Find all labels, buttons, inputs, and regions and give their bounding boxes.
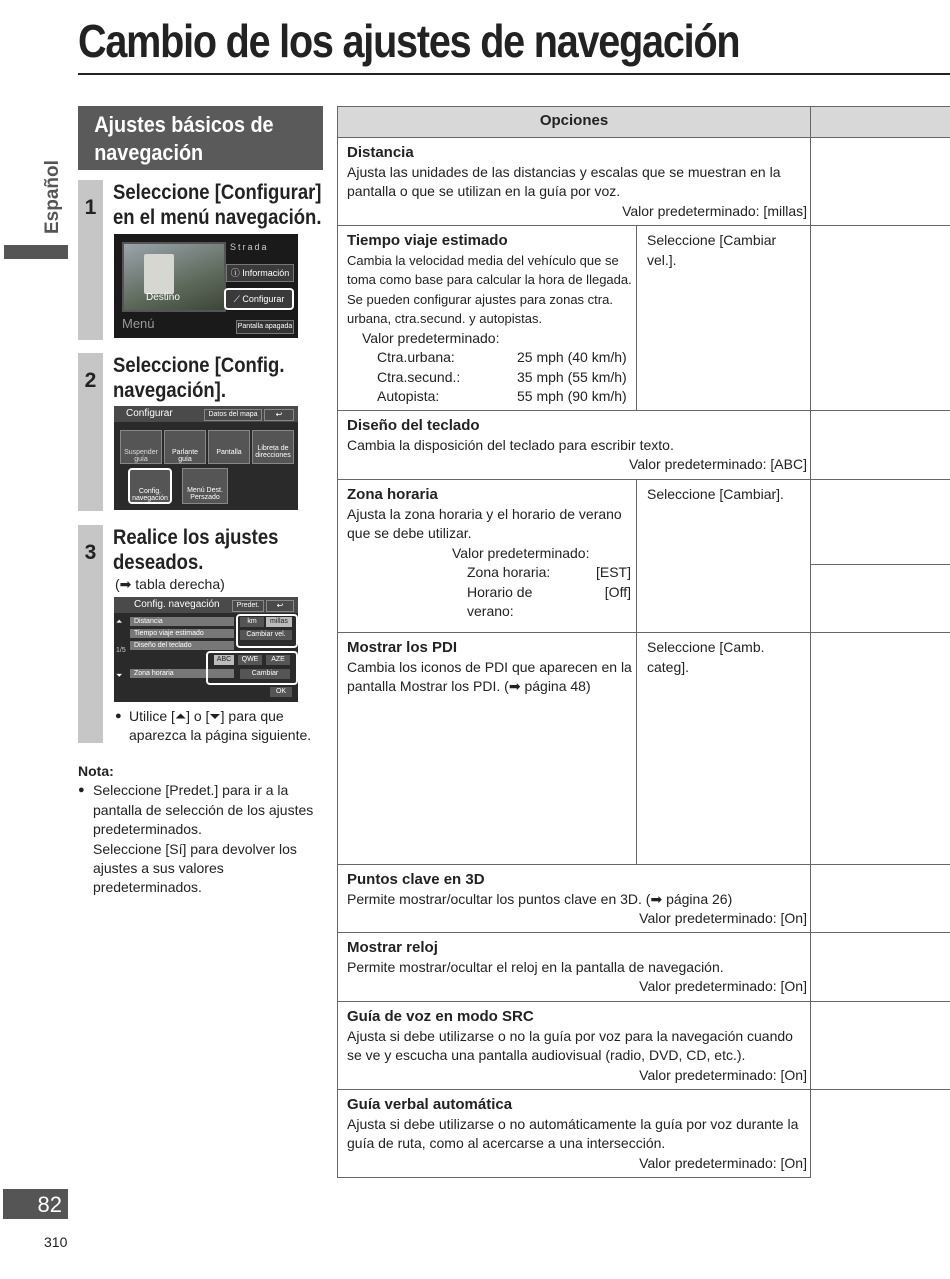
option-default: Valor predeterminado: [On] [639, 910, 807, 926]
option-default: Valor predeterminado: [On] [639, 978, 807, 994]
tile-suspend-guide[interactable]: Suspender guía [120, 430, 162, 464]
note-label: Nota: [78, 763, 114, 779]
note-bullet [78, 781, 323, 897]
option-default-label: Valor predeterminado: [452, 544, 590, 561]
miles-button[interactable]: millas [266, 617, 292, 627]
page-number-small: 310 [44, 1234, 68, 1250]
step-bullet: ● Utilice [⏶] o [⏷] para que aparezca la página siguiente. [115, 708, 312, 743]
option-value-row: Ctra.urbana: 25 mph (40 km/h) [377, 349, 627, 365]
row-distance: Distancia [130, 617, 234, 626]
info-button[interactable]: ⓘ Información [226, 264, 294, 282]
qwe-button[interactable]: QWE [238, 655, 262, 665]
option-operation: Seleccione [Camb. categ]. [647, 639, 765, 675]
rule [337, 137, 950, 138]
rule [337, 479, 950, 480]
option-value-row: Horario de verano: [Off] [467, 583, 631, 619]
note-block [78, 762, 323, 898]
step-number: 2 [84, 369, 97, 392]
option-default-label: Valor predeterminado: [362, 329, 500, 346]
wrench-icon: ⟋ [233, 294, 243, 304]
destination-button[interactable]: Destino [146, 292, 180, 303]
rule [337, 864, 950, 865]
scroll-up-icon[interactable]: ⏶ [116, 617, 123, 626]
option-desc: Permite mostrar/ocultar el reloj en la pantalla de navegación. [347, 958, 724, 975]
option-desc: Ajusta si debe utilizarse o no automáticamente la guía por voz durante la guía de ruta, como al acercarse a una intersección. [347, 1115, 799, 1151]
rule [337, 932, 950, 933]
brand-label: Strada [230, 242, 269, 252]
option-default: Valor predeterminado: [millas] [622, 202, 807, 219]
screen-header: Config. navegación Predet. ↩ [114, 597, 298, 613]
option-desc: Ajusta si debe utilizarse o no la guía por voz para la navegación cuando se ve y escucha una pantalla audiovisual (radio, DVD, CD, etc.). [347, 1027, 793, 1063]
table-header: Opciones [337, 106, 950, 137]
configure-button[interactable]: ⟋ Configurar [224, 288, 294, 310]
rule [337, 106, 338, 1178]
option-value-row: Zona horaria: [EST] [467, 564, 631, 580]
rule [337, 1177, 811, 1178]
change-speed-button[interactable]: Cambiar vel. [240, 630, 292, 640]
step-text: Seleccione [Config. navegación]. [113, 354, 285, 402]
option-name: Distancia [347, 144, 414, 161]
menu-label: Menú [122, 316, 155, 331]
back-icon[interactable]: ↩ [264, 409, 294, 421]
km-button[interactable]: km [240, 617, 264, 627]
row-time-zone: Zona horaria [130, 669, 234, 678]
step-number: 1 [84, 196, 97, 219]
table-row [347, 416, 807, 475]
screenshot-nav-settings [114, 597, 298, 702]
page-title: Cambio de los ajustes de navegación [78, 15, 740, 67]
row-travel-time: Tiempo viaje estimado [130, 629, 234, 638]
step-text: Realice los ajustes deseados. [113, 526, 279, 574]
bullet-dot: ● [115, 710, 122, 722]
scroll-down-icon[interactable]: ⏷ [116, 671, 123, 680]
aze-button[interactable]: AZE [266, 655, 290, 665]
screenshot-configure [114, 406, 298, 510]
language-tab-bar [4, 245, 68, 259]
rule [337, 1001, 950, 1002]
note-text-1: ● Seleccione [Predet.] para ir a la pantalla de selección de los ajustes predeterminados. [93, 782, 314, 838]
rule [337, 106, 950, 107]
screenshot-nav-menu [114, 234, 298, 338]
tile-display[interactable]: Pantalla [208, 430, 250, 464]
row-keyboard: Diseño del teclado [130, 641, 234, 650]
rule [337, 225, 950, 226]
rule [810, 106, 811, 1178]
tile-custom-dest[interactable]: Menú Dest. Perszado [182, 468, 228, 504]
option-default: Valor predeterminado: [On] [639, 1154, 807, 1171]
step-number: 3 [84, 541, 97, 564]
change-button[interactable]: Cambiar [240, 669, 290, 679]
screen-header: Configurar Datos del mapa ↩ [114, 406, 298, 422]
option-name: Guía de voz en modo SRC [347, 1008, 534, 1025]
tile-address-book[interactable]: Libreta de direcciones [252, 430, 294, 464]
step-subtext: (➡ tabla derecha) [115, 576, 225, 592]
option-desc: Ajusta la zona horaria y el horario de verano que se debe utilizar. [347, 505, 622, 541]
option-desc: Cambia la velocidad media del vehículo que se toma como base para calcular la hora de llegada. Se pueden configurar ajustes para zonas ctra. urbana, ctra.secund. y autopistas. [347, 252, 632, 326]
table-row [347, 938, 807, 997]
table-row [347, 1095, 807, 1173]
option-operation: Seleccione [Cambiar]. [647, 486, 784, 502]
rule [636, 225, 637, 410]
rule [636, 479, 637, 632]
table-row [347, 638, 633, 697]
table-row [347, 231, 633, 407]
option-default: Valor predeterminado: [On] [639, 1066, 807, 1083]
default-button[interactable]: Predet. [232, 600, 264, 612]
info-icon: ⓘ [230, 268, 243, 278]
option-value-row: Ctra.secund.: 35 mph (55 km/h) [377, 368, 627, 385]
table-row [347, 143, 807, 221]
step-1 [78, 180, 323, 340]
destination-photo [122, 242, 226, 312]
building-shape [144, 254, 174, 294]
step-3 [78, 525, 323, 743]
title-rule [78, 73, 950, 75]
option-name: Mostrar los PDI [347, 639, 458, 656]
options-table [337, 106, 950, 1178]
option-name: Tiempo viaje estimado [347, 232, 508, 249]
map-data-button[interactable]: Datos del mapa [204, 409, 262, 421]
abc-button[interactable]: ABC [214, 655, 234, 665]
option-default: Valor predeterminado: [ABC] [629, 456, 807, 472]
option-name: Mostrar reloj [347, 939, 438, 956]
option-name: Zona horaria [347, 486, 438, 503]
page-number: 82 [3, 1189, 68, 1219]
step-text: Seleccione [Configurar] en el menú navegación. [113, 181, 322, 229]
tile-nav-config[interactable]: Config. navegación [128, 468, 172, 504]
rule [337, 1089, 950, 1090]
section-heading: Ajustes básicos de navegación [78, 106, 323, 170]
language-tab: Español [42, 160, 63, 234]
option-desc: Cambia los iconos de PDI que aparecen en la pantalla Mostrar los PDI. (➡ página 48) [347, 658, 632, 694]
tile-guide-speaker[interactable]: Parlante guía [164, 430, 206, 464]
option-operation: Seleccione [Cambiar vel.]. [647, 232, 777, 268]
option-name: Puntos clave en 3D [347, 871, 485, 888]
page-indicator: 1/5 [116, 647, 126, 654]
rule [811, 564, 950, 565]
table-row [347, 870, 807, 929]
option-value-row: Autopista: 55 mph (90 km/h) [377, 388, 627, 404]
option-name: Diseño del teclado [347, 417, 480, 434]
rule [337, 632, 950, 633]
option-desc: Permite mostrar/ocultar los puntos clave en 3D. (➡ página 26) [347, 890, 733, 907]
step-2 [78, 353, 323, 511]
option-desc: Cambia la disposición del teclado para escribir texto. [347, 436, 674, 453]
option-desc: Ajusta las unidades de las distancias y escalas que se muestran en la pantalla o que se utilizan en la guía por voz. [347, 163, 781, 199]
table-row [347, 485, 631, 622]
rule [636, 632, 637, 864]
ok-button[interactable]: OK [270, 687, 292, 697]
rule [337, 410, 950, 411]
table-row [347, 1007, 807, 1085]
back-icon[interactable]: ↩ [266, 600, 294, 612]
option-name: Guía verbal automática [347, 1096, 513, 1113]
note-text-2: Seleccione [Sí] para devolver los ajustes a sus valores predeterminados. [93, 840, 297, 896]
screen-off-button[interactable]: Pantalla apagada [236, 320, 294, 334]
